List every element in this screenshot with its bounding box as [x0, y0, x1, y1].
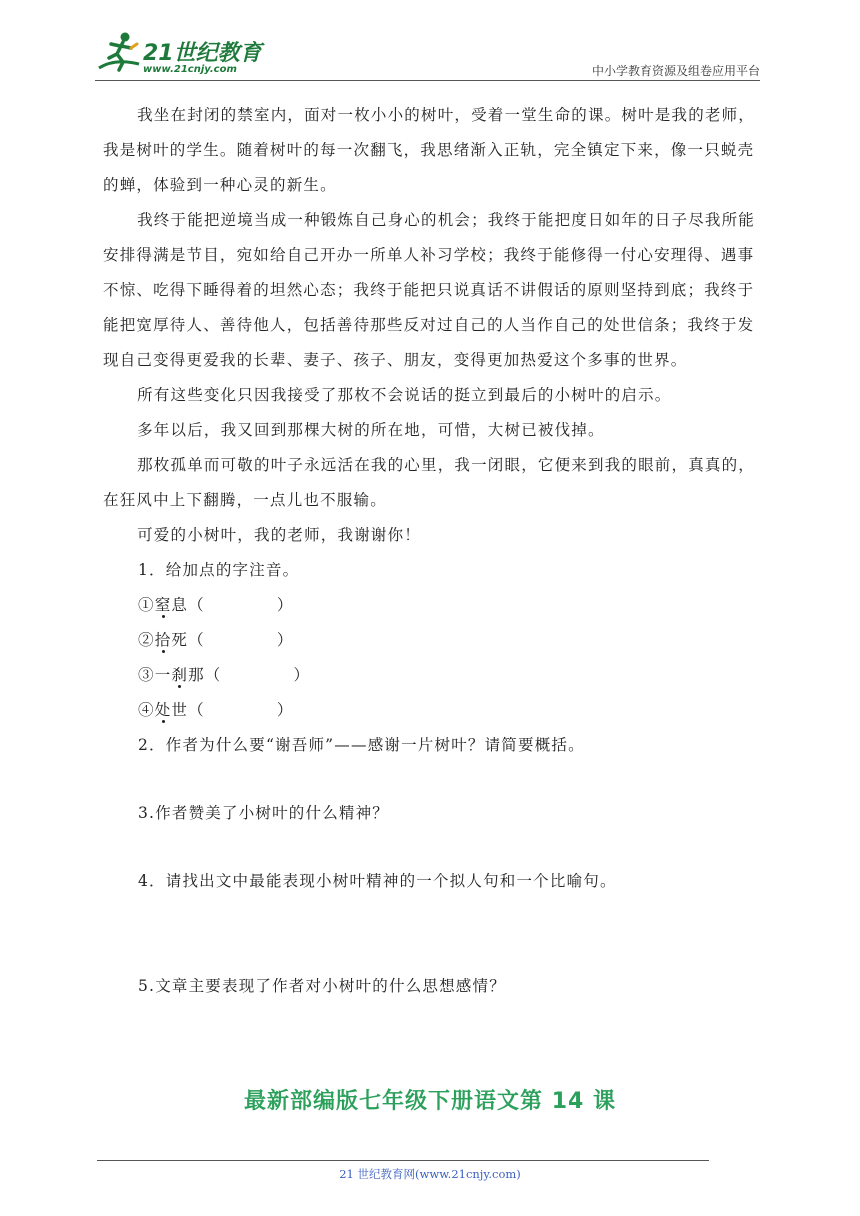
question-5: 5.文章主要表现了作者对小树叶的什么思想感情？: [138, 977, 506, 995]
question-1-item: ②拾死（ ）: [138, 631, 294, 649]
question-1-item: ①窒息（ ）: [138, 596, 294, 614]
answer-space[interactable]: [103, 763, 763, 796]
question-2: 2．作者为什么要“谢吾师”——感谢一片树叶？请简要概括。: [138, 736, 585, 754]
logo: [95, 28, 265, 78]
dotted-char: 拾: [154, 631, 172, 649]
passage-paragraph: 多年以后，我又回到那棵大树的所在地，可惜，大树已被伐掉。: [137, 421, 605, 439]
logo-text: 21世纪教育: [143, 41, 262, 66]
passage-paragraph: 所有这些变化只因我接受了那枚不会说话的挺立到最后的小树叶的启示。: [137, 386, 672, 404]
answer-space[interactable]: [103, 899, 763, 969]
passage-paragraph: 我终于能把逆境当成一种锻炼自己身心的机会；我终于能把度日如年的日子尽我所能安排得满是节目，宛如给自己开办一所单人补习学校；我终于能修得一付心安理得、遇事不惊、吃得下睡得着的坦然心态；我终于能把只说真话不讲假话的原则坚持到底；我终于能把宽厚待人、善待他人，包括善待那些反对过自己的人当作自己的处世信条；我终于发现自己变得更爱我的长辈、妻子、孩子、朋友，变得更加热爱这个多事的世界。: [103, 211, 755, 369]
dotted-char: 处: [154, 701, 172, 719]
question-3: 3.作者赞美了小树叶的什么精神？: [138, 804, 389, 822]
question-1: 1．给加点的字注音。: [138, 561, 300, 579]
passage-paragraph: 我坐在封闭的禁室内，面对一枚小小的树叶，受着一堂生命的课。树叶是我的老师，我是树叶的学生。随着树叶的每一次翻飞，我思绪渐入正轨，完全镇定下来，像一只蜕壳的蝉，体验到一种心灵的新生。: [103, 106, 755, 194]
dotted-char: 窒: [154, 596, 172, 614]
platform-name: 中小学教育资源及组卷应用平台: [591, 64, 760, 78]
lesson-title: 最新部编版七年级下册语文第 14 课: [244, 1089, 616, 1114]
question-4: 4．请找出文中最能表现小树叶精神的一个拟人句和一个比喻句。: [138, 872, 617, 890]
document-body: [103, 98, 763, 1004]
passage-paragraph: 那枚孤单而可敬的叶子永远活在我的心里，我一闭眼，它便来到我的眼前，真真的，在狂风中上下翻腾，一点儿也不服输。: [103, 456, 755, 509]
passage-paragraph: 可爱的小树叶，我的老师，我谢谢你！: [137, 526, 421, 544]
page-footer: 21 世纪教育网(www.21cnjy.com): [339, 1167, 521, 1181]
logo-url: www.21cnjy.com: [143, 64, 237, 75]
answer-space[interactable]: [103, 831, 763, 864]
dotted-char: 刹: [171, 666, 189, 684]
question-1-item: ③一刹那（ ）: [138, 666, 311, 684]
page-header: [95, 28, 760, 80]
question-1-item: ④处世（ ）: [138, 701, 294, 719]
runner-logo-icon: [95, 28, 145, 78]
header-divider: [95, 80, 760, 81]
footer-divider: [97, 1160, 709, 1161]
